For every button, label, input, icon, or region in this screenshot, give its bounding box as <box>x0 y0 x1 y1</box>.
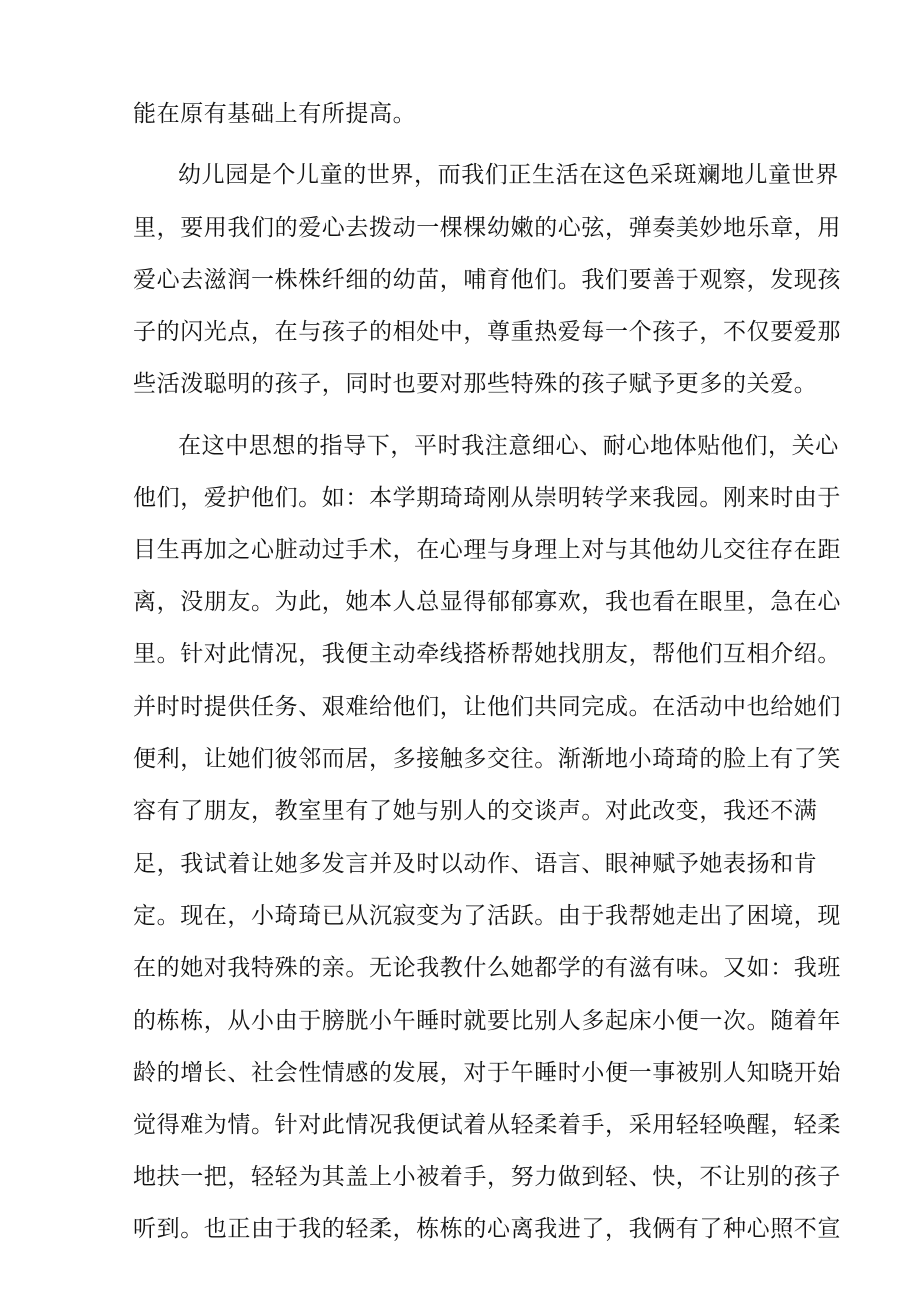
text-line: 龄的增长、社会性情感的发展，对于午睡时小便一事被别人知晓开始 <box>133 1060 841 1086</box>
text-line: 觉得难为情。针对此情况我便试着从轻柔着手，采用轻轻唤醒，轻柔 <box>133 1112 841 1138</box>
text-line: 能在原有基础上有所提高。 <box>133 101 417 127</box>
text-line: 目生再加之心脏动过手术，在心理与身理上对与其他幼儿交往存在距 <box>133 537 841 563</box>
text-line: 里，要用我们的爱心去拨动一棵棵幼嫩的心弦，弹奏美妙地乐章，用 <box>133 215 841 241</box>
text-line: 地扶一把，轻轻为其盖上小被着手，努力做到轻、快，不让别的孩子 <box>133 1164 841 1190</box>
text-line: 便利，让她们彼邻而居，多接触多交往。渐渐地小琦琦的脸上有了笑 <box>133 746 841 772</box>
text-line: 子的闪光点，在与孩子的相处中，尊重热爱每一个孩子，不仅要爱那 <box>133 319 841 345</box>
text-line: 幼儿园是个儿童的世界，而我们正生活在这色采斑斓地儿童世界 <box>178 162 839 188</box>
text-line: 定。现在，小琦琦已从沉寂变为了活跃。由于我帮她走出了困境，现 <box>133 903 841 929</box>
text-line: 离，没朋友。为此，她本人总显得郁郁寡欢，我也看在眼里，急在心 <box>133 589 841 615</box>
text-line: 并时时提供任务、艰难给他们，让他们共同完成。在活动中也给她们 <box>133 694 841 720</box>
text-line: 足，我试着让她多发言并及时以动作、语言、眼神赋予她表扬和肯 <box>133 851 818 877</box>
text-line: 他们，爱护他们。如：本学期琦琦刚从崇明转学来我园。刚来时由于 <box>133 485 841 511</box>
text-line: 爱心去滋润一株株纤细的幼苗，哺育他们。我们要善于观察，发现孩 <box>133 267 841 293</box>
text-line: 些活泼聪明的孩子，同时也要对那些特殊的孩子赋予更多的关爱。 <box>133 371 818 397</box>
text-line: 在这中思想的指导下，平时我注意细心、耐心地体贴他们，关心 <box>178 433 839 459</box>
text-line: 里。针对此情况，我便主动牵线搭桥帮她找朋友，帮他们互相介绍。 <box>133 641 841 667</box>
text-line: 听到。也正由于我的轻柔，栋栋的心离我进了，我俩有了种心照不宣 <box>133 1216 841 1242</box>
text-line: 的栋栋，从小由于膀胱小午睡时就要比别人多起床小便一次。随着年 <box>133 1008 841 1034</box>
text-line: 容有了朋友，教室里有了她与别人的交谈声。对此改变，我还不满 <box>133 798 818 824</box>
text-line: 在的她对我特殊的亲。无论我教什么她都学的有滋有味。又如：我班 <box>133 955 841 981</box>
